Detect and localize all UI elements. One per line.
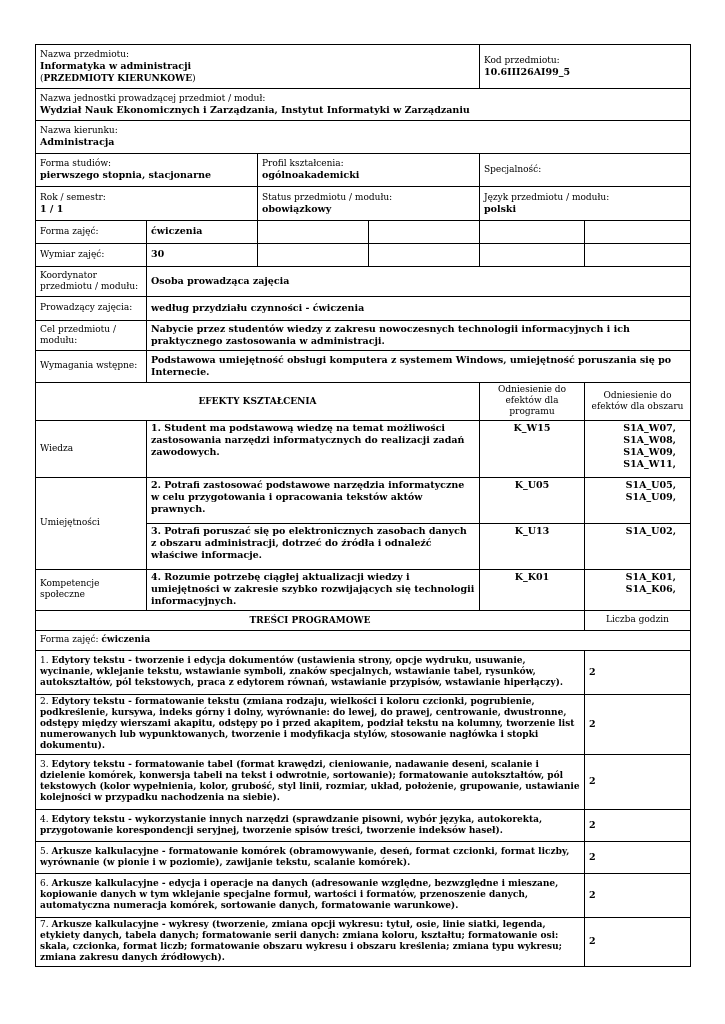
form-cell [36,154,258,187]
form-row [36,154,691,187]
content-item-text: Edytory tekstu - formatowanie tabel (format krawędzi, cieniowanie, nadawanie deseni, scalanie i dzielenie komórek, konwersja tabeli na tekst i odwrotnie, sortowanie); formatowanie autokształtów, pól tekstowych (kolor wypełnienia, kolor, grubość, styl linii, rozmiar, układ, położenie, grupowanie, ustawianie kolejności w przypadku nachodzenia na siebie). [40,760,580,803]
content-item-text: Arkusze kalkulacyjne - wykresy (tworzenie, zmiana opcji wykresu: tytuł, osie, linie siatki, legenda, etykiety danych, tabela danych; formatowanie serii danych: zmiana koloru, kształtu; formatowanie osi: skala, czcionka, format liczb; formatowanie obszaru wykresu i obszaru kreślenia; zmiana typu wykresu; zmiana zakresu danych źródłowych). [40,920,562,963]
profile-label: Profil kształcenia: [262,159,344,169]
year-value: 1 / 1 [40,203,64,215]
form-label: Forma studiów: [40,159,112,169]
outcome-area: S1A_U05, S1A_U09, [585,478,691,524]
form-value: pierwszego stopnia, stacjonarne [40,170,212,181]
outcome-text: 4. Rozumie potrzebę ciągłej aktualizacji wiedzy i umiejętności w zakresie szybko rozwijających się technologii informacyjnych. [147,570,480,611]
outcome-program: K_W15 [480,421,585,478]
lecturer-label: Prowadzący zajęcia: [36,297,147,321]
code-cell [480,45,691,89]
subject-group: PRZEDMIOTY KIERUNKOWE [43,73,193,84]
lang-cell [480,187,691,221]
subject-cell: Nazwa przedmiotu: Informatyka w administracji (PRZEDMIOTY KIERUNKOWE) [36,45,480,89]
content-item-num: 3. [40,760,49,770]
year-label: Rok / semestr: [40,192,106,203]
content-item-text: Arkusze kalkulacyjne - edycja i operacje na danych (adresowanie względne, bezwzględne i mieszane, kopiowanie danych w tym wklejanie specjalne formuł, wartości i formatów, przenoszenie danych, automatyczna numeracja komórek, sortowanie danych, formatowanie warunkowe). [40,879,559,911]
unit-cell [36,89,691,121]
coordinator-label: Koordynator przedmiotu / modułu: [36,267,147,297]
year-row [36,187,691,221]
outcome-program: K_K01 [480,570,585,611]
subject-row [36,45,691,89]
classes-form-value: ćwiczenia [147,221,258,244]
outcome-area: S1A_W07, S1A_W08, S1A_W09, S1A_W11, [585,421,691,478]
prereq-value: Podstawowa umiejętność obsługi komputera z systemem Windows, umiejętność poruszania się po Internecie. [147,351,691,383]
content-item-num: 4. [40,814,49,825]
content-item-num: 1. [40,656,49,666]
syllabus-table [35,44,691,967]
syllabus-sheet [35,44,690,967]
content-item-hours: 2 [585,810,691,842]
content-hours-col: Liczba godzin [585,611,691,631]
goal-label: Cel przedmiotu / modułu: [36,321,147,351]
outcome-text: 2. Potrafi zastosować podstawowe narzędzia informatyczne w celu przygotowania i opracowania tekstów aktów prawnych. [147,478,480,524]
major-label: Nazwa kierunku: [40,126,118,136]
status-cell [258,187,480,221]
unit-row [36,89,691,121]
lang-value: polski [484,203,517,215]
spec-label: Specjalność: [484,165,542,175]
content-item-row [36,755,691,810]
outcome-category: Kompetencje społeczne [36,570,147,611]
coordinator-row [36,267,691,297]
content-item-text: Arkusze kalkulacyjne - formatowanie komórek (obramowywanie, deseń, format czcionki, format liczby, wyrównanie (w pionie i w poziomie), zawijanie tekstu, scalanie komórek). [40,846,570,868]
unit-label: Nazwa jednostki prowadzącej przedmiot / moduł: [40,93,266,104]
content-item-row [36,651,691,695]
content-item-num: 2. [40,697,49,707]
content-title: TREŚCI PROGRAMOWE [36,611,585,631]
outcome-area: S1A_K01, S1A_K06, [585,570,691,611]
major-value: Administracja [40,137,115,148]
subject-label: Nazwa przedmiotu: [40,49,130,60]
hours-row [36,244,691,267]
content-item-hours: 2 [585,755,691,810]
content-item-text: Edytory tekstu - formatowanie tekstu (zmiana rodzaju, wielkości i koloru czcionki, pogrubienie, podkreślenie, kursywa, indeks górny i dolny, wyrównanie: do lewej, do prawej, centrowanie, dwustronne, odstępy między wierszami akapitu, odstępy po i przed akapitem, podział tekstu na kolumny, tworzenie list numerowanych lub wypunktowanych, tworzenie i modyfikacja stylów, stosowanie nagłówka i stopki dokumentu). [40,697,575,751]
content-item-num: 6. [40,879,49,889]
content-form-cell [36,631,691,651]
lecturer-value: według przydziału czynności - ćwiczenia [147,297,691,321]
outcome-area: S1A_U02, [585,524,691,570]
content-item-text: Edytory tekstu - tworzenie i edycja dokumentów (ustawienia strony, opcje wydruku, usuwanie, wycinanie, wklejanie tekstu, wstawianie symboli, znaków specjalnych, wstawianie tabel, rysunków, autokształtów, pól tekstowych, praca z edytorem równań, wstawianie przypisów, wstawianie hiperłączy). [40,656,563,688]
content-item-row [36,695,691,755]
major-row [36,121,691,154]
outcome-text: 1. Student ma podstawową wiedzę na temat możliwości zastosowania narzędzi informatycznych do realizacji zadań zawodowych. [147,421,480,478]
outcomes-title: EFEKTY KSZTAŁCENIA [36,383,480,421]
content-form-row [36,631,691,651]
hours-value: 30 [147,244,258,267]
content-item-row [36,810,691,842]
outcome-program: K_U05 [480,478,585,524]
outcomes-col-program: Odniesienie do efektów dla programu [480,383,585,421]
classes-form-label: Forma zajęć: [36,221,147,244]
content-item-hours: 2 [585,842,691,874]
outcome-category: Wiedza [36,421,147,478]
outcomes-col-area: Odniesienie do efektów dla obszaru [585,383,691,421]
profile-value: ogólnoakademicki [262,170,360,181]
content-item-num: 7. [40,920,49,930]
unit-value: Wydział Nauk Ekonomicznych i Zarządzania, Instytut Informatyki w Zarządzaniu [40,104,470,116]
code-value: 10.6III26AI99_5 [484,66,571,78]
prereq-label: Wymagania wstępne: [36,351,147,383]
year-cell [36,187,258,221]
content-header-row [36,611,691,631]
outcome-text: 3. Potrafi poruszać się po elektronicznych zasobach danych z obszaru administracji, dotrzeć do źródła i odnaleźć właściwe informacje. [147,524,480,570]
outcomes-header-row [36,383,691,421]
goal-value: Nabycie przez studentów wiedzy z zakresu nowoczesnych technologii informacyjnych i ich praktycznego zastosowania w administracji. [147,321,691,351]
status-label: Status przedmiotu / modułu: [262,192,393,203]
spec-cell [480,154,691,187]
content-item-num: 5. [40,846,49,857]
outcome-program: K_U13 [480,524,585,570]
major-cell [36,121,691,154]
content-item-text: Edytory tekstu - wykorzystanie innych narzędzi (sprawdzanie pisowni, wybór języka, autokorekta, przygotowanie korespondencji seryjnej, tworzenie spisów treści, tworzenie indeksów haseł). [40,814,543,836]
content-form-value: ćwiczenia [101,635,151,645]
content-item-hours: 2 [585,918,691,967]
content-item-row [36,918,691,967]
content-item-row [36,874,691,918]
classes-form-row [36,221,691,244]
content-item-hours: 2 [585,874,691,918]
hours-label: Wymiar zajęć: [36,244,147,267]
subject-name: Informatyka w administracji [40,60,192,72]
content-form-prefix: Forma zajęć: [40,635,102,645]
lang-label: Język przedmiotu / modułu: [484,192,610,203]
content-item-row [36,842,691,874]
status-value: obowiązkowy [262,203,332,215]
outcome-row [36,478,691,524]
outcome-category: Umiejętności [36,478,147,570]
outcome-row [36,421,691,478]
profile-cell [258,154,480,187]
content-item-hours: 2 [585,695,691,755]
goal-row [36,321,691,351]
outcome-row [36,570,691,611]
code-label: Kod przedmiotu: [484,55,560,66]
lecturer-row [36,297,691,321]
prereq-row [36,351,691,383]
coordinator-value: Osoba prowadząca zajęcia [147,267,691,297]
content-item-hours: 2 [585,651,691,695]
